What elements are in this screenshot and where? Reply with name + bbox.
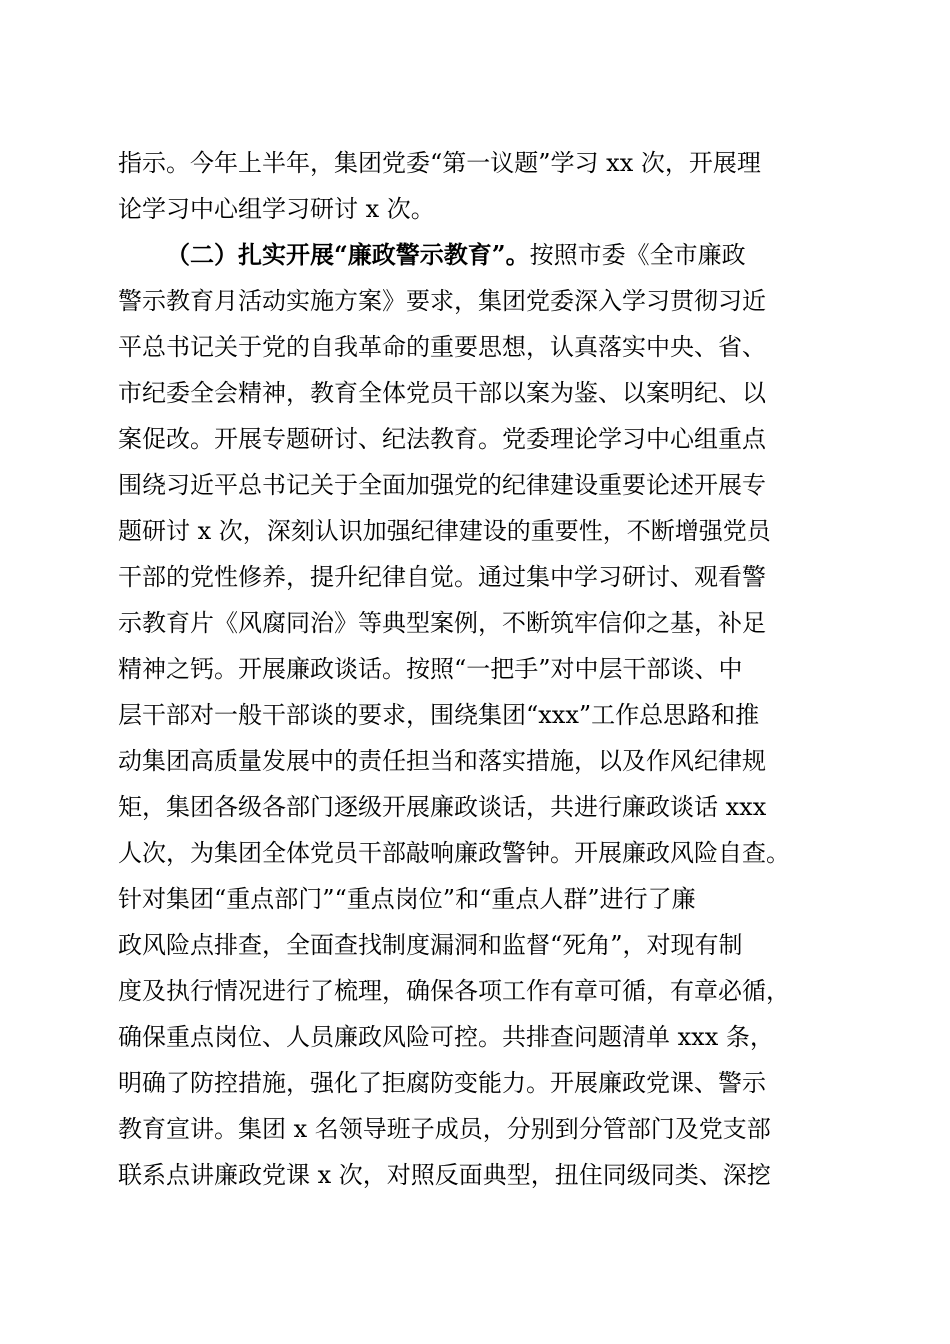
section-heading-line: [118, 232, 838, 278]
text-line: 论学习中心组学习研讨 x 次。: [118, 195, 435, 223]
text-line: 联系点讲廉政党课 x 次，对照反面典型，扭住同级同类、深挖: [118, 1161, 771, 1189]
text-line: 干部的党性修养，提升纪律自觉。通过集中学习研讨、观看警: [118, 563, 766, 591]
text-line: 围绕习近平总书记关于全面加强党的纪律建设重要论述开展专: [118, 471, 766, 499]
text-line: 警示教育月活动实施方案》要求，集团党委深入学习贯彻习近: [118, 287, 766, 315]
text-line: 示教育片《风腐同治》等典型案例，不断筑牢信仰之基，补足: [118, 609, 766, 637]
text-run: 按照市委《全市廉政: [529, 241, 746, 269]
text-line: 人次，为集团全体党员干部敲响廉政警钟。开展廉政风险自查。: [118, 839, 790, 867]
text-line: 指示。今年上半年，集团党委“第一议题”学习 xx 次，开展理: [118, 149, 761, 177]
text-line: 层干部对一般干部谈的要求，围绕集团“xxx”工作总思路和推: [118, 701, 760, 729]
text-line: 度及执行情况进行了梳理，确保各项工作有章可循，有章必循，: [118, 977, 790, 1005]
document-body: [118, 140, 838, 1198]
text-line: 确保重点岗位、人员廉政风险可控。共排查问题清单 xxx 条，: [118, 1023, 774, 1051]
text-line: 政风险点排查，全面查找制度漏洞和监督“死角”，对现有制: [118, 931, 743, 959]
text-line: 教育宣讲。集团 x 名领导班子成员，分别到分管部门及党支部: [118, 1115, 771, 1143]
text-line: 动集团高质量发展中的责任担当和落实措施，以及作风纪律规: [118, 747, 766, 775]
text-line: 平总书记关于党的自我革命的重要思想，认真落实中央、省、: [118, 333, 766, 361]
text-line: 明确了防控措施，强化了拒腐防变能力。开展廉政党课、警示: [118, 1069, 766, 1097]
text-line: 题研讨 x 次，深刻认识加强纪律建设的重要性，不断增强党员: [118, 517, 771, 545]
text-line: 矩，集团各级各部门逐级开展廉政谈话，共进行廉政谈话 xxx: [118, 793, 767, 821]
text-line: 市纪委全会精神，教育全体党员干部以案为鉴、以案明纪、以: [118, 379, 766, 407]
section-heading: （二）扎实开展“廉政警示教育”。: [166, 240, 530, 269]
text-line: 精神之钙。开展廉政谈话。按照“一把手”对中层干部谈、中: [118, 655, 743, 683]
text-line: 针对集团“重点部门”“重点岗位”和“重点人群”进行了廉: [118, 885, 696, 913]
text-line: 案促改。开展专题研讨、纪法教育。党委理论学习中心组重点: [118, 425, 766, 453]
